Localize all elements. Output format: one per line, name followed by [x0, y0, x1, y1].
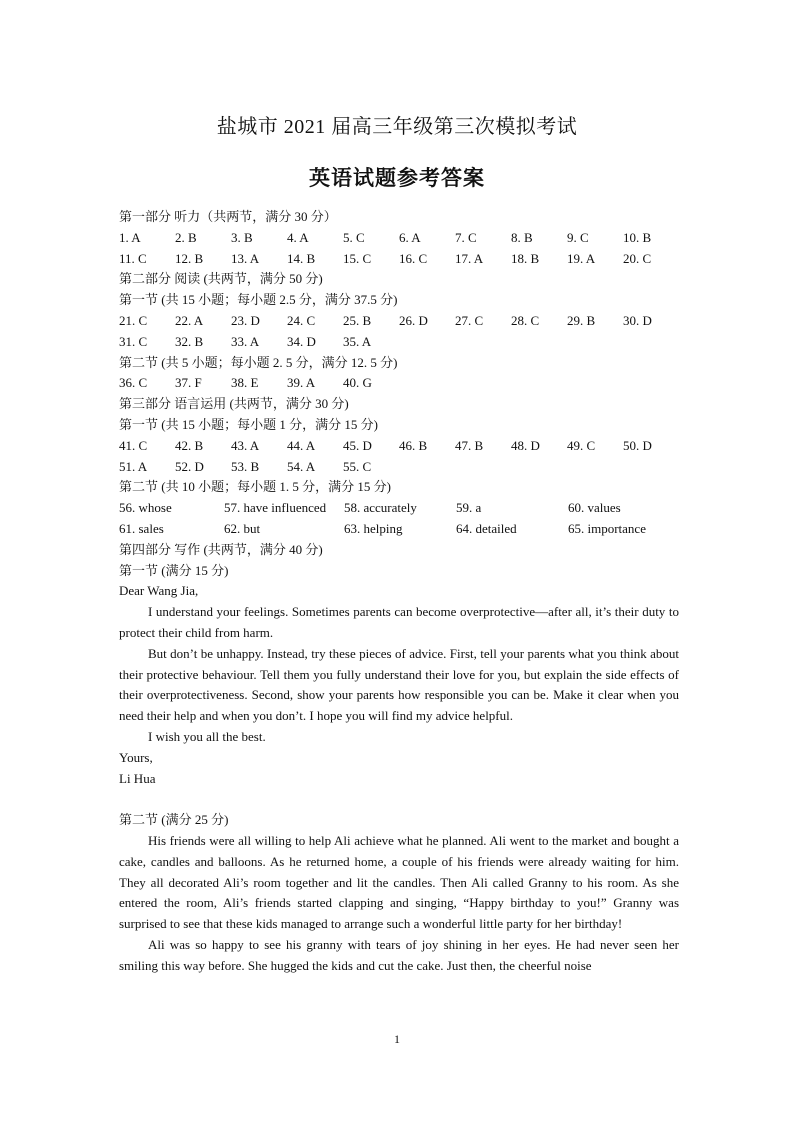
part2-header: 第二部分 阅读 (共两节，满分 50 分): [119, 271, 323, 287]
answer-item: 33. A: [231, 333, 260, 349]
answer-item: 36. C: [119, 375, 148, 391]
answer-item: 5. C: [343, 229, 365, 245]
answer-item: 38. E: [231, 375, 259, 391]
answer-item: 11. C: [119, 250, 147, 266]
answer-item: 21. C: [119, 312, 148, 328]
answer-item: 54. A: [287, 458, 316, 474]
answer-item: 60. values: [568, 500, 621, 516]
answer-item: 15. C: [343, 250, 372, 266]
story-paragraph: His friends were all willing to help Ali achieve what he planned. Ali went to the market and bought a cake, candles and balloons. As he returned home, a couple of his friends were already waiting for him. They all decorated Ali’s room together and lit the candles. Then Ali called Granny to his room. As she entered the room, Ali’s friends started clapping and singing, “Happy birthday to you!” Granny was surprised to see that these kids managed to arrange such a wonderful little party for her birthday!: [119, 832, 679, 932]
answer-item: 28. C: [511, 312, 540, 328]
answer-item: 40. G: [343, 375, 372, 391]
part4-header: 第四部分 写作 (共两节，满分 40 分): [119, 541, 323, 557]
story-paragraph: Ali was so happy to see his granny with tears of joy shining in her eyes. He had never seen her smiling this way before. She hugged the kids and cut the cake. Just then, the cheerful noise: [119, 936, 679, 973]
answer-item: 2. B: [175, 229, 197, 245]
part4-sec1-header: 第一节 (满分 15 分): [119, 562, 229, 578]
answer-item: 56. whose: [119, 500, 172, 516]
answer-item: 26. D: [399, 312, 428, 328]
answer-row: [119, 457, 679, 478]
answer-item: 39. A: [287, 375, 316, 391]
answer-item: 45. D: [343, 437, 372, 453]
answer-item: 57. have influenced: [224, 500, 327, 516]
answer-item: 64. detailed: [456, 520, 517, 536]
answer-item: 32. B: [175, 333, 204, 349]
answer-row: [119, 436, 679, 457]
answer-item: 43. A: [231, 437, 260, 453]
answer-item: 1. A: [119, 229, 141, 245]
answer-item: 9. C: [567, 229, 589, 245]
model-story: [119, 831, 679, 977]
answer-row: [119, 519, 679, 540]
part2-sec1-answers: [119, 311, 679, 353]
letter-paragraph: I wish you all the best.: [148, 728, 266, 744]
answer-row: [119, 498, 679, 519]
answer-item: 13. A: [231, 250, 260, 266]
answer-item: 61. sales: [119, 520, 164, 536]
answer-item: 30. D: [623, 312, 652, 328]
answer-item: 62. but: [224, 520, 261, 536]
answer-item: 25. B: [343, 312, 372, 328]
part1-answers: [119, 228, 679, 270]
part3-sec2-answers: [119, 498, 679, 540]
answer-item: 6. A: [399, 229, 421, 245]
letter-paragraph: But don’t be unhappy. Instead, try these pieces of advice. First, tell your parents what you think about their protective behaviour. Tell them you fully understand their love for you, but explain the side effects of their overprotectiveness. Second, show your parents how responsible you can be. Make it clear when you need their help and when you don’t. I hope you will find my advice helpful.: [119, 645, 679, 724]
part2-sec2-header: 第二节 (共 5 小题；每小题 2. 5 分，满分 12. 5 分): [119, 354, 398, 370]
answer-item: 50. D: [623, 437, 652, 453]
exam-title: 盐城市 2021 届高三年级第三次模拟考试: [216, 116, 578, 138]
answer-item: 29. B: [567, 312, 596, 328]
page-number: 1: [394, 1032, 400, 1046]
answer-item: 24. C: [287, 312, 316, 328]
part3-sec1-answers: [119, 436, 679, 478]
answer-item: 8. B: [511, 229, 533, 245]
answer-item: 47. B: [455, 437, 484, 453]
answer-item: 46. B: [399, 437, 428, 453]
answer-item: 10. B: [623, 229, 652, 245]
answer-item: 4. A: [287, 229, 309, 245]
answer-item: 27. C: [455, 312, 484, 328]
answer-item: 7. C: [455, 229, 477, 245]
answer-item: 18. B: [511, 250, 540, 266]
model-letter: [119, 581, 679, 789]
answer-item: 48. D: [511, 437, 540, 453]
answer-item: 59. a: [456, 500, 482, 516]
answer-item: 23. D: [231, 312, 260, 328]
answer-item: 34. D: [287, 333, 316, 349]
answer-item: 14. B: [287, 250, 316, 266]
answer-row: [119, 332, 679, 353]
answer-item: 53. B: [231, 458, 260, 474]
answer-row: [119, 311, 679, 332]
answer-item: 49. C: [567, 437, 596, 453]
answer-item: 58. accurately: [344, 500, 417, 516]
part4-sec2-header: 第二节 (满分 25 分): [119, 812, 229, 828]
answer-item: 19. A: [567, 250, 596, 266]
answer-item: 51. A: [119, 458, 148, 474]
answer-item: 22. A: [175, 312, 204, 328]
part2-sec2-answers: [119, 373, 679, 394]
answer-item: 55. C: [343, 458, 372, 474]
answer-item: 17. A: [455, 250, 484, 266]
letter-greeting: Dear Wang Jia,: [119, 583, 199, 599]
part3-sec2-header: 第二节 (共 10 小题；每小题 1. 5 分，满分 15 分): [119, 479, 391, 495]
answer-item: 16. C: [399, 250, 428, 266]
answer-content: [119, 207, 679, 976]
answer-item: 42. B: [175, 437, 204, 453]
part3-header: 第三部分 语言运用 (共两节，满分 30 分): [119, 396, 349, 412]
answer-row: [119, 249, 679, 270]
answer-row: [119, 228, 679, 249]
letter-paragraph: I understand your feelings. Sometimes parents can become overprotective—after all, it’s their duty to protect their child from harm.: [119, 604, 679, 640]
answer-item: 65. importance: [568, 520, 646, 536]
answer-item: 31. C: [119, 333, 148, 349]
answer-row: [119, 373, 679, 394]
letter-signature: Li Hua: [119, 770, 156, 786]
answer-item: 44. A: [287, 437, 316, 453]
part3-sec1-header: 第一节 (共 15 小题；每小题 1 分，满分 15 分): [119, 416, 378, 432]
letter-closing: Yours,: [119, 749, 153, 765]
answer-item: 3. B: [231, 229, 253, 245]
answer-item: 35. A: [343, 333, 372, 349]
answer-item: 52. D: [175, 458, 204, 474]
answer-item: 12. B: [175, 250, 204, 266]
answer-item: 63. helping: [344, 520, 403, 536]
answer-item: 41. C: [119, 437, 148, 453]
answer-item: 37. F: [175, 375, 202, 391]
part1-header: 第一部分 听力（共两节，满分 30 分）: [119, 209, 337, 224]
exam-subtitle: 英语试题参考答案: [309, 166, 485, 190]
answer-item: 20. C: [623, 250, 652, 266]
part2-sec1-header: 第一节 (共 15 小题；每小题 2.5 分，满分 37.5 分): [119, 292, 398, 308]
